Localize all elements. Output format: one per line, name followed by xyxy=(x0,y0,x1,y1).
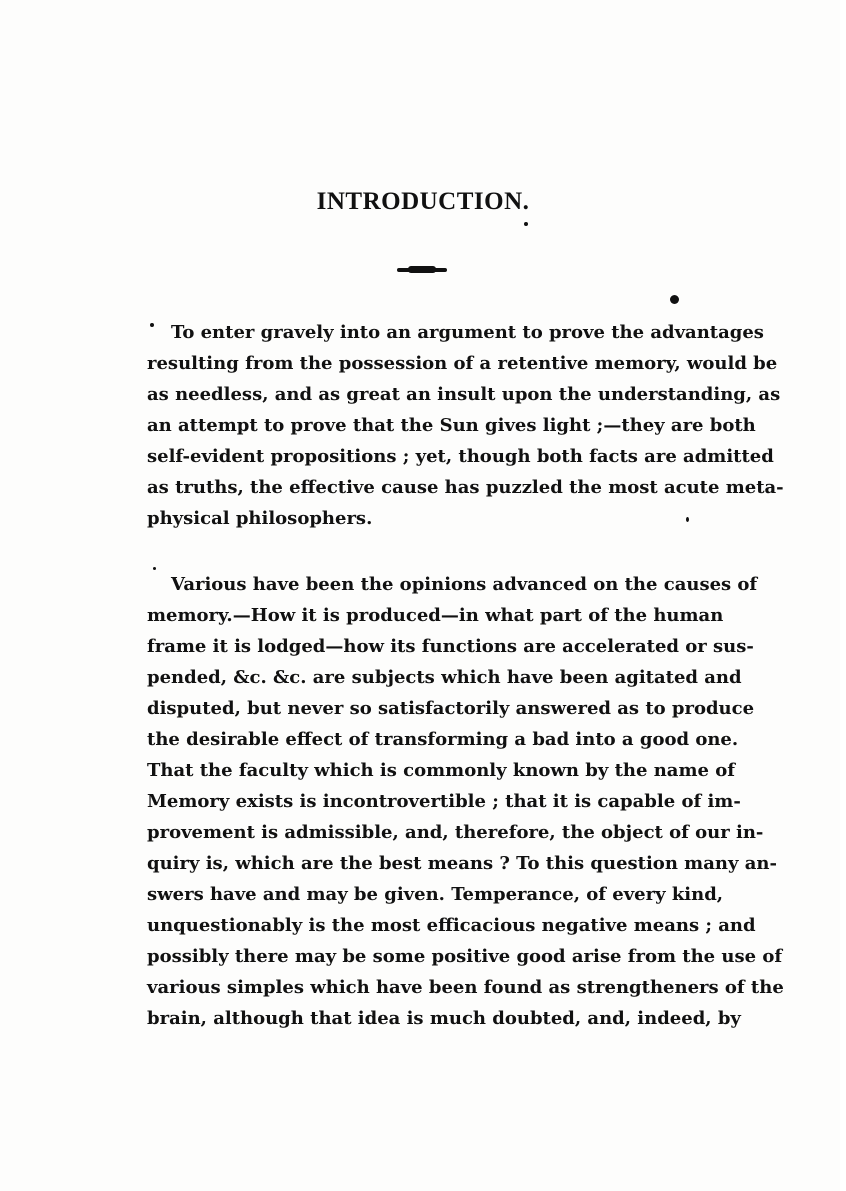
text-line: memory.—How it is produced—in what part of the human xyxy=(147,605,724,626)
text-line: swers have and may be given. Temperance, of every kind, xyxy=(147,884,724,905)
text-line: To enter gravely into an argument to prove the advantages xyxy=(171,322,764,343)
text-line: an attempt to prove that the Sun gives light ;—they are both xyxy=(147,415,756,436)
text-line: pended, &c. &c. are subjects which have been agitated and xyxy=(147,667,742,688)
ornamental-rule-center xyxy=(408,266,436,273)
ink-speck xyxy=(524,222,528,226)
text-line: frame it is lodged—how its functions are accelerated or sus- xyxy=(147,636,754,657)
text-line: resulting from the possession of a retentive memory, would be xyxy=(147,353,778,374)
text-line: self-evident propositions ; yet, though both facts are admitted xyxy=(147,446,774,467)
text-line: Memory exists is incontrovertible ; that it is capable of im- xyxy=(147,791,741,812)
text-line: unquestionably is the most efficacious negative means ; and xyxy=(147,915,756,936)
paragraph-2 xyxy=(147,569,784,1034)
text-line: quiry is, which are the best means ? To this question many an- xyxy=(147,853,777,874)
text-line: as needless, and as great an insult upon the understanding, as xyxy=(147,384,781,405)
text-line: Various have been the opinions advanced on the causes of xyxy=(171,574,758,595)
paragraph-1 xyxy=(147,317,784,534)
text-line: the desirable effect of transforming a bad into a good one. xyxy=(147,729,739,750)
text-line: disputed, but never so satisfactorily answered as to produce xyxy=(147,698,755,719)
text-line: provement is admissible, and, therefore, the object of our in- xyxy=(147,822,764,843)
text-line: physical philosophers. xyxy=(147,508,373,529)
text-line: That the faculty which is commonly known by the name of xyxy=(147,760,735,781)
text-line: brain, although that idea is much doubted, and, indeed, by xyxy=(147,1008,741,1029)
text-line: various simples which have been found as strengtheners of the xyxy=(147,977,784,998)
chapter-title: INTRODUCTION. xyxy=(316,188,530,215)
ink-speck xyxy=(670,295,679,304)
text-line: as truths, the effective cause has puzzled the most acute meta- xyxy=(147,477,784,498)
text-line: possibly there may be some positive good arise from the use of xyxy=(147,946,783,967)
